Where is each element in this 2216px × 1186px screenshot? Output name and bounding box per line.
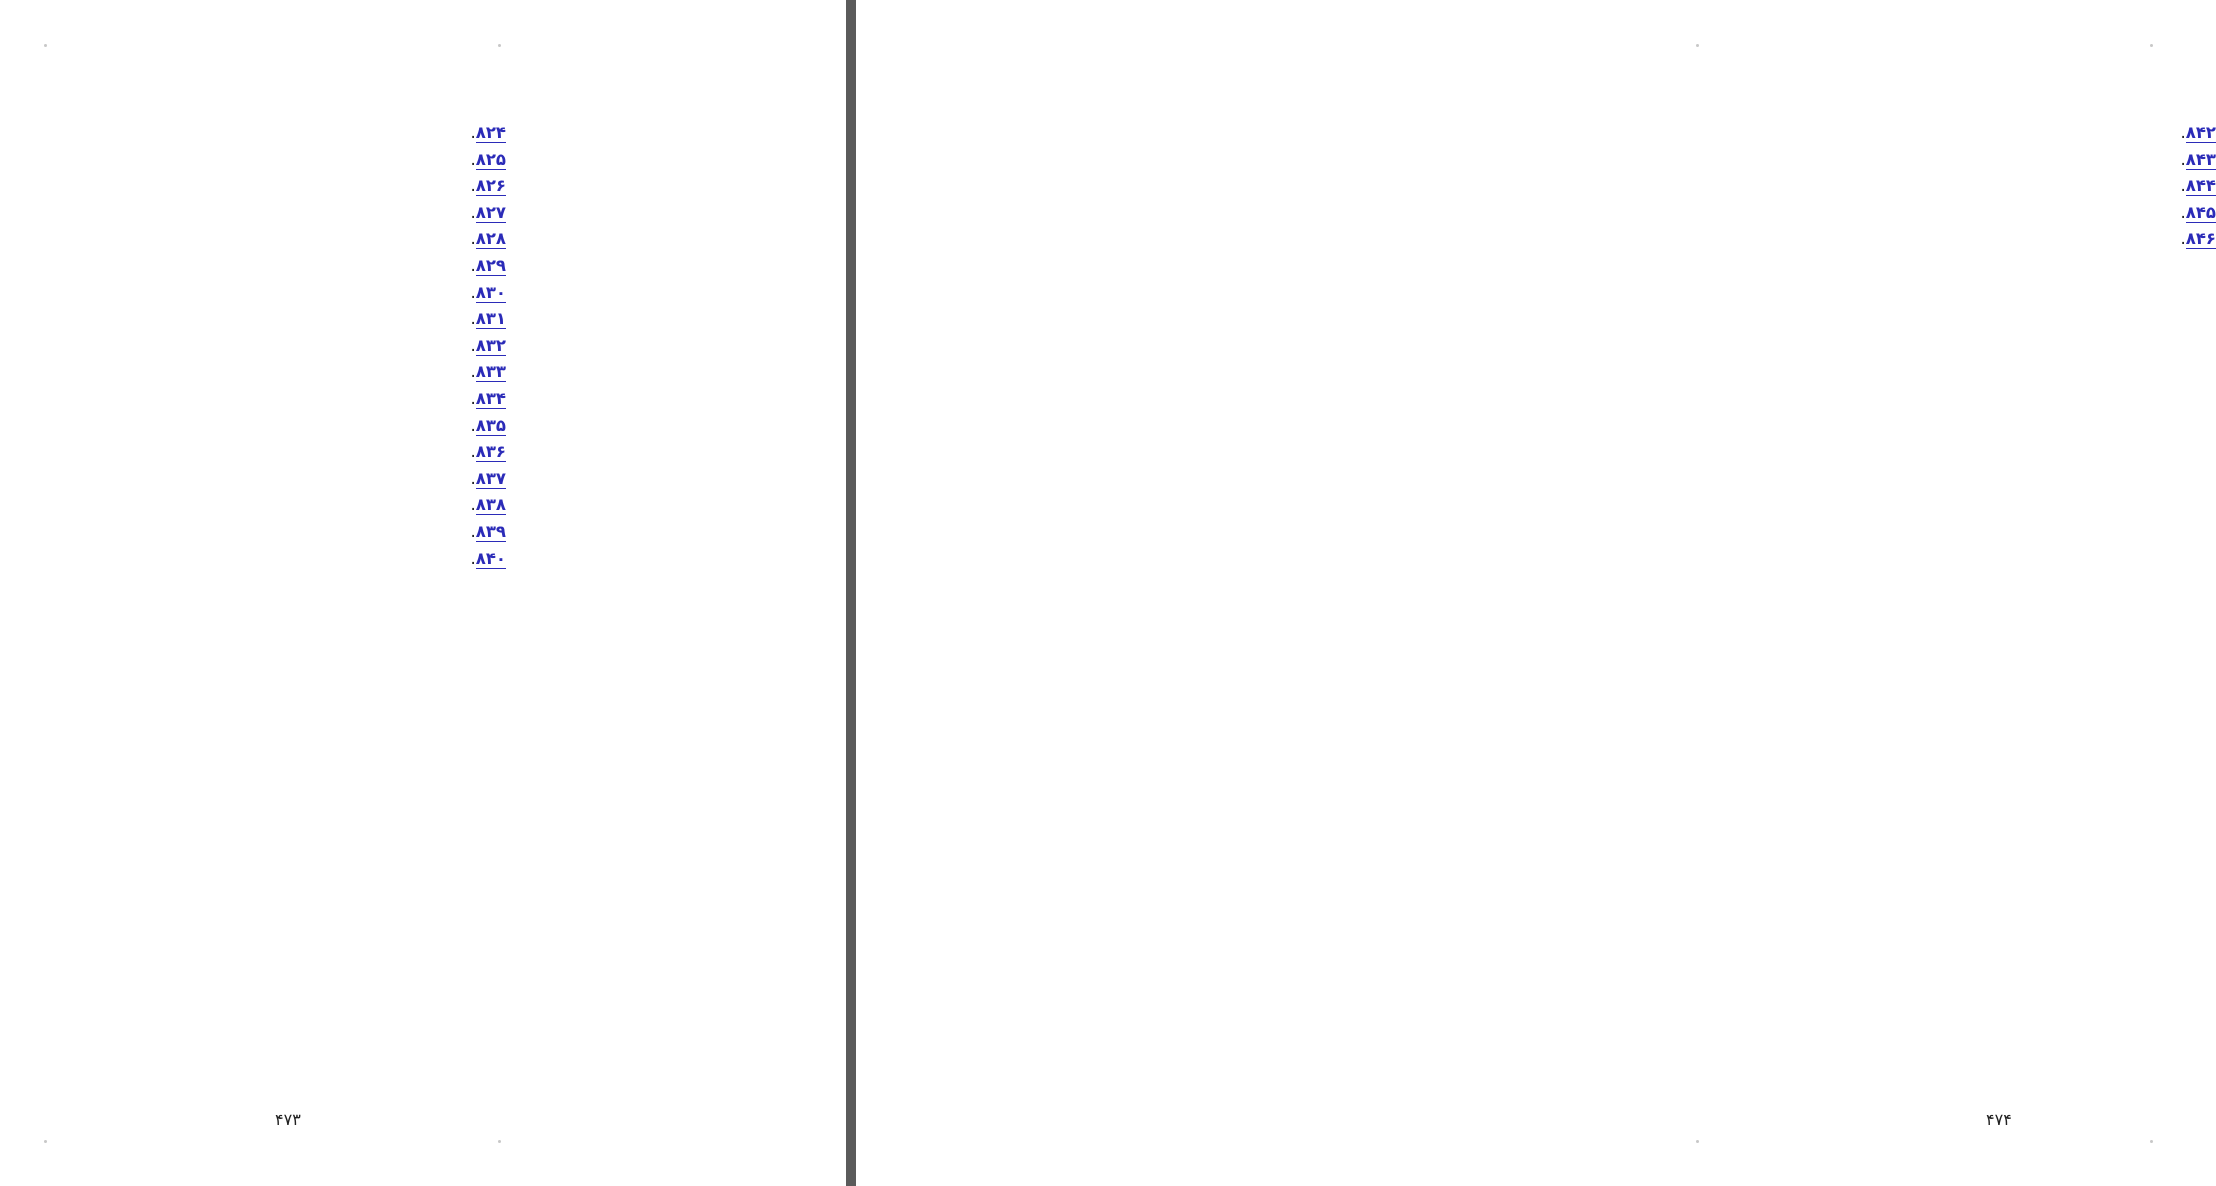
endnote: [82, 359, 506, 386]
endnote-separator: .: [470, 202, 476, 222]
page-number-right: ۴۷۴: [1986, 1110, 2012, 1129]
endnote: [82, 492, 506, 519]
crop-mark: [498, 1140, 501, 1143]
left-notes-column: [82, 120, 506, 1070]
endnote: [82, 439, 506, 466]
endnote-separator: .: [470, 521, 476, 541]
endnote: [82, 333, 506, 360]
endnote: [1802, 120, 2216, 147]
endnote-number-link[interactable]: ۸۳۶: [475, 442, 506, 462]
right-notes-column: [1802, 120, 2216, 1070]
endnote: [82, 519, 506, 546]
endnote-number-link[interactable]: ۸۳۹: [475, 521, 506, 541]
endnote-separator: .: [470, 468, 476, 488]
crop-mark: [1696, 44, 1699, 47]
endnote-separator: .: [470, 176, 476, 196]
endnote: [82, 253, 506, 280]
endnote-separator: .: [2180, 202, 2186, 222]
endnote: [82, 147, 506, 174]
endnote-separator: .: [470, 548, 476, 568]
endnote-separator: .: [470, 362, 476, 382]
endnote: [1802, 226, 2216, 253]
endnote-number-link[interactable]: ۸۴۳: [2185, 149, 2216, 169]
endnote-number-link[interactable]: ۸۲۹: [475, 255, 506, 275]
endnote-separator: .: [470, 309, 476, 329]
endnote-number-link[interactable]: ۸۲۶: [475, 176, 506, 196]
crop-mark: [44, 1140, 47, 1143]
crop-mark: [2150, 44, 2153, 47]
crop-mark: [44, 44, 47, 47]
endnote-separator: .: [470, 123, 476, 142]
endnote-separator: .: [2180, 123, 2186, 142]
crop-mark: [2150, 1140, 2153, 1143]
endnote-separator: .: [2180, 229, 2186, 249]
endnote-number-link[interactable]: ۸۳۸: [475, 495, 506, 515]
endnote-number-link[interactable]: ۸۴۰: [475, 548, 506, 568]
endnote-number-link[interactable]: ۸۲۷: [475, 202, 506, 222]
endnote-number-link[interactable]: ۸۲۴: [475, 123, 506, 142]
endnote-separator: .: [470, 149, 476, 169]
endnote-separator: .: [470, 335, 476, 355]
endnote-number-link[interactable]: ۸۲۸: [475, 229, 506, 249]
endnote-separator: .: [2180, 176, 2186, 196]
endnote-separator: .: [470, 495, 476, 515]
endnote-separator: .: [470, 229, 476, 249]
endnote: [1802, 173, 2216, 200]
endnote: [1802, 200, 2216, 227]
endnote-number-link[interactable]: ۸۳۴: [475, 388, 506, 408]
crop-mark: [1696, 1140, 1699, 1143]
right-page: [856, 0, 2216, 1186]
endnote-number-link[interactable]: ۸۳۲: [475, 335, 506, 355]
endnote-separator: .: [470, 442, 476, 462]
endnote: [82, 120, 506, 147]
endnote-number-link[interactable]: ۸۴۴: [2185, 176, 2216, 196]
page-number-left: ۴۷۳: [275, 1110, 301, 1129]
endnote-separator: .: [470, 255, 476, 275]
endnote-separator: .: [470, 282, 476, 302]
book-gutter: [846, 0, 856, 1186]
endnote-number-link[interactable]: ۸۳۳: [475, 362, 506, 382]
endnote-number-link[interactable]: ۸۳۰: [475, 282, 506, 302]
crop-mark: [498, 44, 501, 47]
endnote-separator: .: [470, 415, 476, 435]
endnote: [82, 280, 506, 307]
endnote: [82, 386, 506, 413]
endnote: [82, 466, 506, 493]
endnote: [82, 226, 506, 253]
endnote-number-link[interactable]: ۸۳۵: [475, 415, 506, 435]
endnote-number-link[interactable]: ۸۲۵: [475, 149, 506, 169]
endnote-number-link[interactable]: ۸۴۲: [2185, 123, 2216, 142]
endnote: [82, 200, 506, 227]
endnote-separator: .: [2180, 149, 2186, 169]
endnote: [82, 173, 506, 200]
endnote-number-link[interactable]: ۸۳۱: [475, 309, 506, 329]
endnote: [1802, 147, 2216, 174]
left-page: [0, 0, 846, 1186]
endnote-number-link[interactable]: ۸۴۵: [2185, 202, 2216, 222]
endnote-number-link[interactable]: ۸۳۷: [475, 468, 506, 488]
endnote: [82, 546, 506, 573]
endnote: [82, 413, 506, 440]
endnote-number-link[interactable]: ۸۴۶: [2185, 229, 2216, 249]
endnote-separator: .: [470, 388, 476, 408]
endnote: [82, 306, 506, 333]
